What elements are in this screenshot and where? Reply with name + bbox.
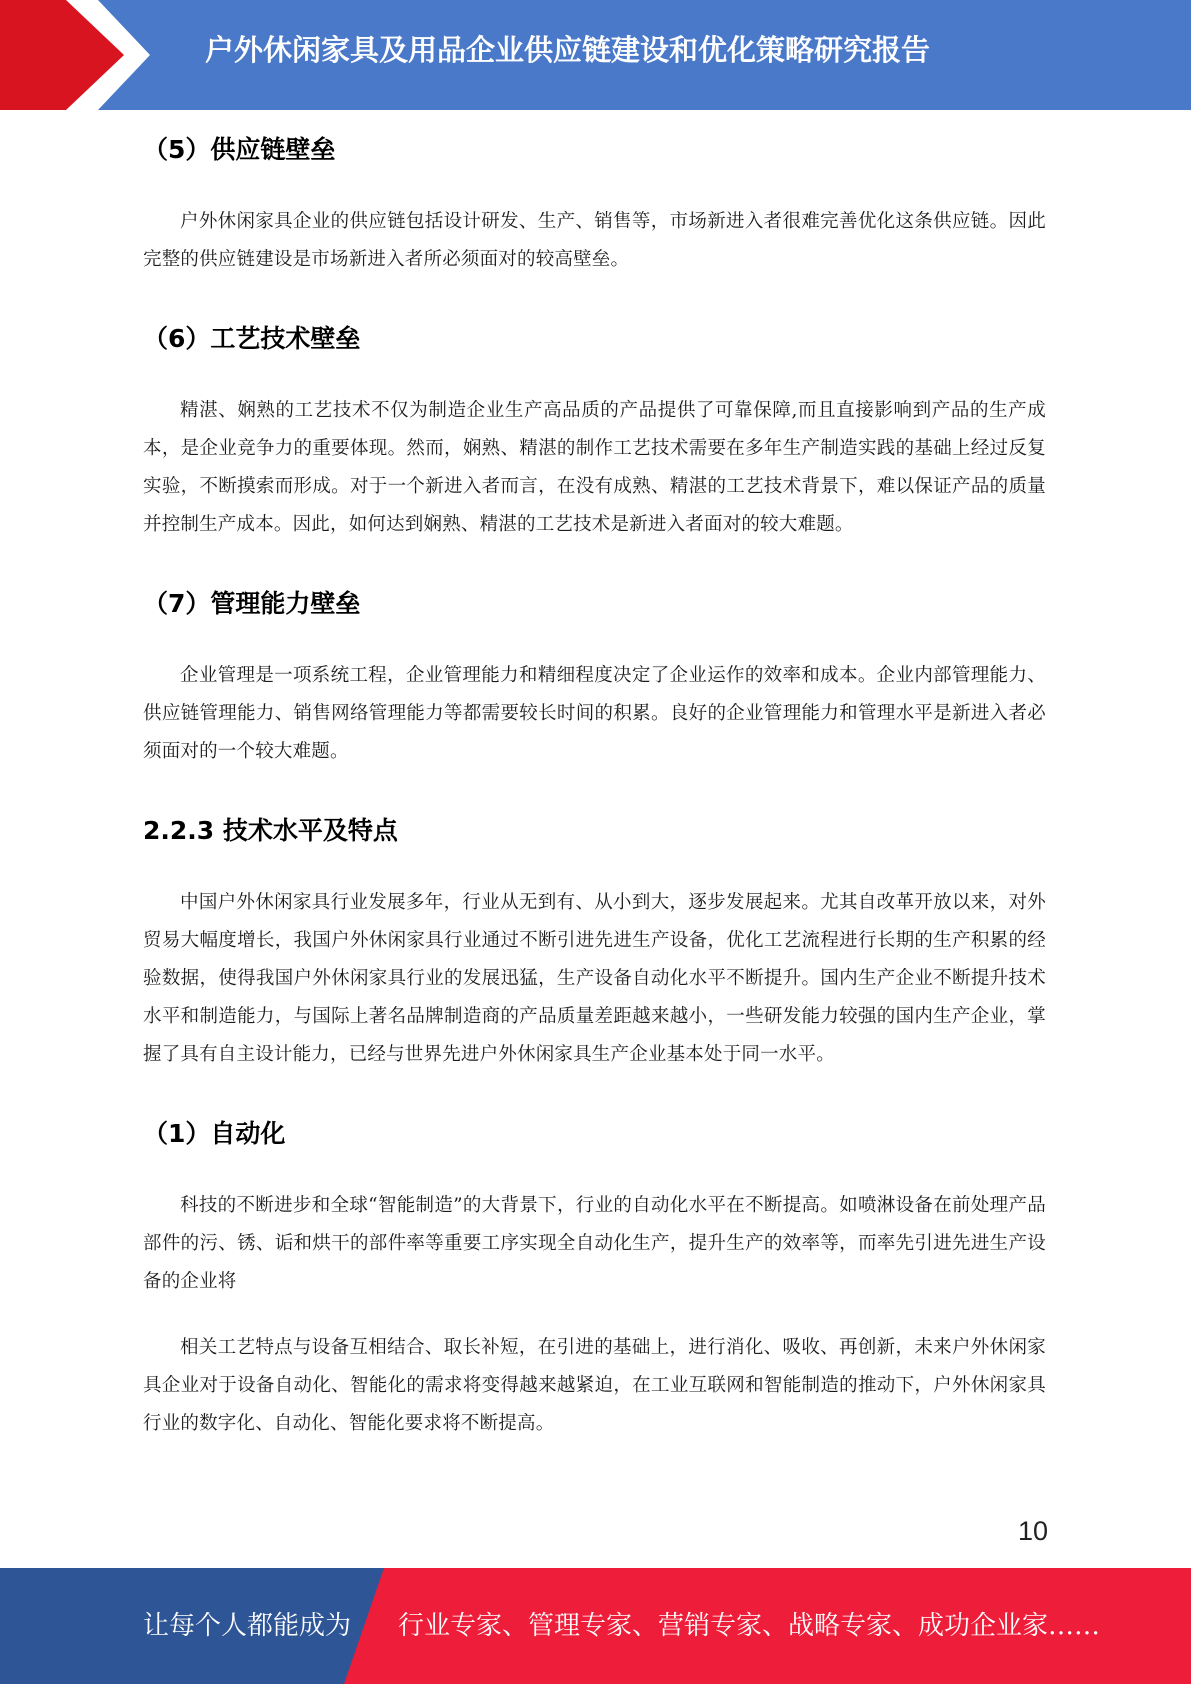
paragraph: 企业管理是一项系统工程，企业管理能力和精细程度决定了企业运作的效率和成本。企业内部管理能力、供应链管理能力、销售网络管理能力等都需要较长时间的积累。良好的企业管理能力和管理水平是新进入者必须面对的一个较大难题。 xyxy=(143,665,1046,762)
page-header xyxy=(0,0,1191,110)
document-body xyxy=(143,118,1046,1443)
report-title: 户外休闲家具及用品企业供应链建设和优化策略研究报告 xyxy=(205,33,931,67)
page-number: 10 xyxy=(1017,1516,1048,1546)
paragraph: 相关工艺特点与设备互相结合、取长补短，在引进的基础上，进行消化、吸收、再创新，未来户外休闲家具企业对于设备自动化、智能化的需求将变得越来越紧迫，在工业互联网和智能制造的推动下，户外休闲家具行业的数字化、自动化、智能化要求将不断提高。 xyxy=(143,1337,1046,1434)
section-heading-automation: （1）自动化 xyxy=(143,1119,286,1148)
page-footer xyxy=(0,1568,1191,1684)
footer-slogan-right: 行业专家、管理专家、营销专家、战略专家、成功企业家…… xyxy=(398,1611,1101,1641)
header-chevron-decoration xyxy=(0,0,160,110)
section-heading-management-barrier: （7）管理能力壁垒 xyxy=(143,589,361,618)
paragraph: 科技的不断进步和全球“智能制造”的大背景下，行业的自动化水平在不断提高。如喷淋设备在前处理产品部件的污、锈、诟和烘干的部件率等重要工序实现全自动化生产，提升生产的效率等，而率先引进先进生产设备的企业将 xyxy=(143,1195,1046,1292)
paragraph: 户外休闲家具企业的供应链包括设计研发、生产、销售等，市场新进入者很难完善优化这条供应链。因此完整的供应链建设是市场新进入者所必须面对的较高壁垒。 xyxy=(143,211,1046,270)
section-heading-supply-chain-barrier: （5）供应链壁垒 xyxy=(143,135,336,164)
footer-slogan-left: 让每个人都能成为 xyxy=(143,1611,352,1641)
paragraph: 精湛、娴熟的工艺技术不仅为制造企业生产高品质的产品提供了可靠保障,而且直接影响到产品的生产成本，是企业竞争力的重要体现。然而，娴熟、精湛的制作工艺技术需要在多年生产制造实践的基础上经过反复实验，不断摸索而形成。对于一个新进入者而言，在没有成熟、精湛的工艺技术背景下，难以保证产品的质量并控制生产成本。因此，如何达到娴熟、精湛的工艺技术是新进入者面对的较大难题。 xyxy=(143,400,1046,535)
section-heading-tech-level: 2.2.3 技术水平及特点 xyxy=(143,816,398,845)
paragraph: 中国户外休闲家具行业发展多年，行业从无到有、从小到大，逐步发展起来。尤其自改革开放以来，对外贸易大幅度增长，我国户外休闲家具行业通过不断引进先进生产设备，优化工艺流程进行长期的生产积累的经验数据，使得我国户外休闲家具行业的发展迅猛，生产设备自动化水平不断提升。国内生产企业不断提升技术水平和制造能力，与国际上著名品牌制造商的产品质量差距越来越小，一些研发能力较强的国内生产企业，掌握了具有自主设计能力，已经与世界先进户外休闲家具生产企业基本处于同一水平。 xyxy=(143,892,1046,1065)
section-heading-craft-barrier: （6）工艺技术壁垒 xyxy=(143,324,361,353)
